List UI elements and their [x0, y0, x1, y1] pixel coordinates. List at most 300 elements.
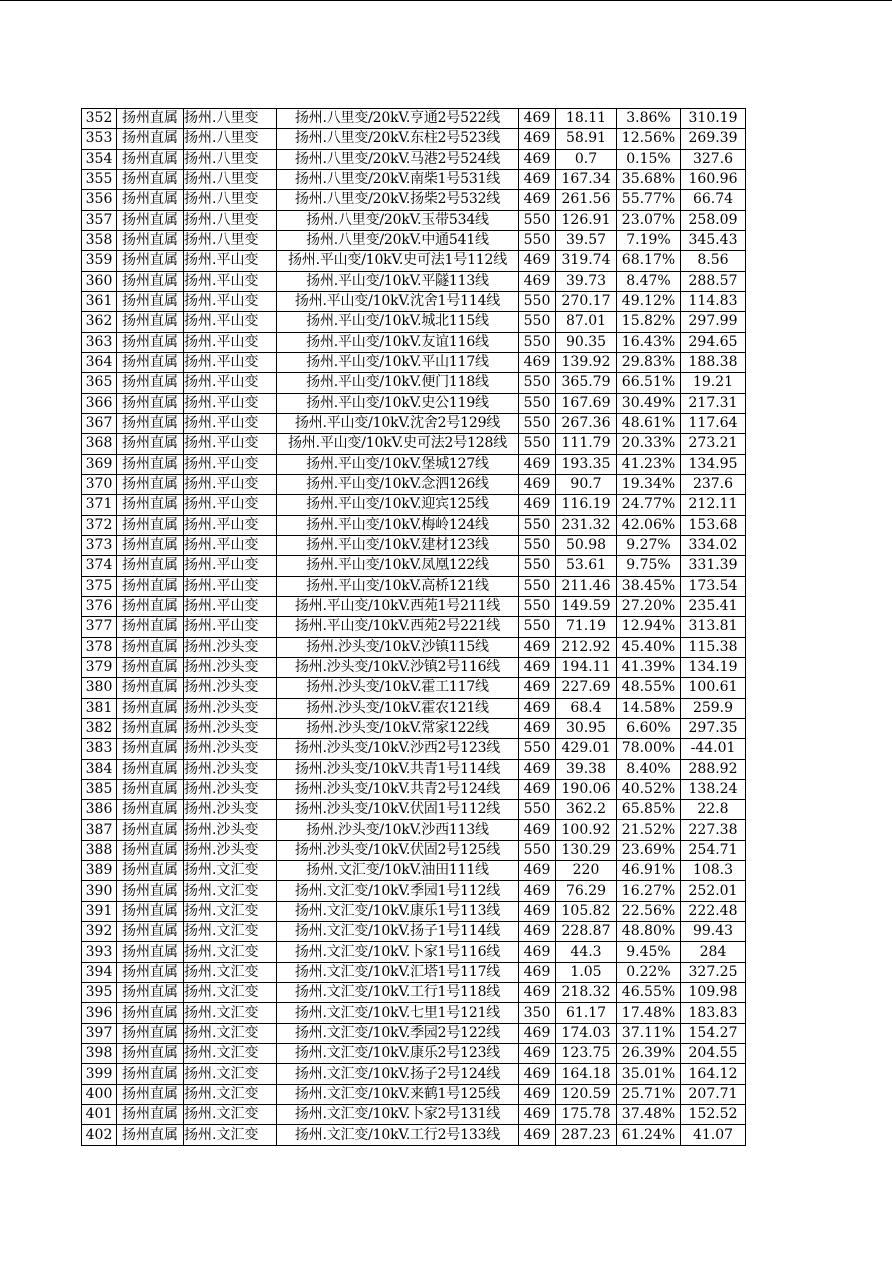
table-row: [82, 556, 746, 576]
load-rate-cell: 19.34%: [617, 474, 681, 494]
remaining-capacity-cell: 269.39: [681, 129, 746, 149]
table-row: [82, 495, 746, 515]
load-cell: 362.2: [556, 800, 617, 820]
load-rate-cell: 9.75%: [617, 556, 681, 576]
unit-cell: 扬州直属: [117, 373, 184, 393]
capacity-cell: 550: [519, 535, 556, 555]
unit-cell: 扬州直属: [117, 840, 184, 860]
substation-cell: 扬州.沙头变: [184, 718, 277, 738]
table-row: [82, 1105, 746, 1125]
feeder-line-cell: 扬州.文汇变/10kV.工行1号118线: [277, 983, 519, 1003]
row-index-cell: 359: [82, 251, 117, 271]
substation-cell: 扬州.文汇变: [184, 942, 277, 962]
unit-cell: 扬州直属: [117, 271, 184, 291]
load-rate-cell: 0.15%: [617, 149, 681, 169]
capacity-cell: 469: [519, 169, 556, 189]
table-row: [82, 678, 746, 698]
feeder-line-cell: 扬州.文汇变/10kV.季园1号112线: [277, 881, 519, 901]
substation-cell: 扬州.平山变: [184, 434, 277, 454]
feeder-line-cell: 扬州.平山变/10kV.友谊116线: [277, 332, 519, 352]
load-rate-cell: 23.07%: [617, 210, 681, 230]
load-rate-cell: 16.43%: [617, 332, 681, 352]
row-index-cell: 400: [82, 1084, 117, 1104]
capacity-cell: 550: [519, 576, 556, 596]
row-index-cell: 383: [82, 739, 117, 759]
row-index-cell: 391: [82, 901, 117, 921]
table-row: [82, 1003, 746, 1023]
row-index-cell: 355: [82, 169, 117, 189]
feeder-line-cell: 扬州.平山变/10kV.平山117线: [277, 352, 519, 372]
feeder-line-cell: 扬州.沙头变/10kV.伏固2号125线: [277, 840, 519, 860]
capacity-cell: 550: [519, 210, 556, 230]
feeder-line-cell: 扬州.平山变/10kV.迎宾125线: [277, 495, 519, 515]
unit-cell: 扬州直属: [117, 881, 184, 901]
substation-cell: 扬州.八里变: [184, 210, 277, 230]
load-cell: 211.46: [556, 576, 617, 596]
substation-cell: 扬州.平山变: [184, 556, 277, 576]
substation-cell: 扬州.平山变: [184, 413, 277, 433]
load-cell: 123.75: [556, 1044, 617, 1064]
load-cell: 39.38: [556, 759, 617, 779]
unit-cell: 扬州直属: [117, 291, 184, 311]
unit-cell: 扬州直属: [117, 1125, 184, 1145]
load-cell: 175.78: [556, 1105, 617, 1125]
row-index-cell: 366: [82, 393, 117, 413]
row-index-cell: 382: [82, 718, 117, 738]
capacity-cell: 550: [519, 373, 556, 393]
capacity-cell: 550: [519, 230, 556, 250]
load-rate-cell: 8.47%: [617, 271, 681, 291]
load-cell: 167.34: [556, 169, 617, 189]
remaining-capacity-cell: 288.57: [681, 271, 746, 291]
remaining-capacity-cell: 284: [681, 942, 746, 962]
unit-cell: 扬州直属: [117, 1044, 184, 1064]
capacity-cell: 550: [519, 332, 556, 352]
table-row: [82, 230, 746, 250]
capacity-cell: 469: [519, 759, 556, 779]
remaining-capacity-cell: 183.83: [681, 1003, 746, 1023]
table-row: [82, 983, 746, 1003]
load-rate-cell: 9.45%: [617, 942, 681, 962]
table-row: [82, 149, 746, 169]
unit-cell: 扬州直属: [117, 129, 184, 149]
load-cell: 30.95: [556, 718, 617, 738]
row-index-cell: 352: [82, 109, 117, 129]
load-cell: 116.19: [556, 495, 617, 515]
load-rate-cell: 29.83%: [617, 352, 681, 372]
load-rate-cell: 45.40%: [617, 637, 681, 657]
feeder-line-cell: 扬州.平山变/10kV.西苑2号221线: [277, 617, 519, 637]
unit-cell: 扬州直属: [117, 678, 184, 698]
unit-cell: 扬州直属: [117, 983, 184, 1003]
remaining-capacity-cell: 207.71: [681, 1084, 746, 1104]
load-cell: 61.17: [556, 1003, 617, 1023]
table-row: [82, 657, 746, 677]
load-cell: 287.23: [556, 1125, 617, 1145]
load-rate-cell: 48.80%: [617, 922, 681, 942]
load-cell: 105.82: [556, 901, 617, 921]
unit-cell: 扬州直属: [117, 454, 184, 474]
load-cell: 0.7: [556, 149, 617, 169]
substation-cell: 扬州.沙头变: [184, 820, 277, 840]
feeder-line-cell: 扬州.文汇变/10kV.扬子1号114线: [277, 922, 519, 942]
unit-cell: 扬州直属: [117, 596, 184, 616]
load-cell: 39.57: [556, 230, 617, 250]
capacity-cell: 469: [519, 779, 556, 799]
remaining-capacity-cell: 217.31: [681, 393, 746, 413]
remaining-capacity-cell: 327.25: [681, 962, 746, 982]
load-cell: 130.29: [556, 840, 617, 860]
load-rate-cell: 49.12%: [617, 291, 681, 311]
remaining-capacity-cell: 41.07: [681, 1125, 746, 1145]
capacity-cell: 550: [519, 515, 556, 535]
load-cell: 1.05: [556, 962, 617, 982]
substation-cell: 扬州.文汇变: [184, 1023, 277, 1043]
table-row: [82, 515, 746, 535]
load-cell: 90.35: [556, 332, 617, 352]
unit-cell: 扬州直属: [117, 800, 184, 820]
feeder-line-cell: 扬州.沙头变/10kV.沙西113线: [277, 820, 519, 840]
remaining-capacity-cell: 237.6: [681, 474, 746, 494]
remaining-capacity-cell: 294.65: [681, 332, 746, 352]
feeder-line-cell: 扬州.平山变/10kV.史可法1号112线: [277, 251, 519, 271]
feeder-line-cell: 扬州.八里变/20kV.亨通2号522线: [277, 109, 519, 129]
feeder-line-cell: 扬州.平山变/10kV.念泗126线: [277, 474, 519, 494]
table-row: [82, 434, 746, 454]
table-row: [82, 901, 746, 921]
load-rate-cell: 68.17%: [617, 251, 681, 271]
unit-cell: 扬州直属: [117, 576, 184, 596]
feeder-load-table: [81, 108, 746, 1146]
unit-cell: 扬州直属: [117, 434, 184, 454]
top-rule: [0, 0, 892, 1]
substation-cell: 扬州.平山变: [184, 474, 277, 494]
unit-cell: 扬州直属: [117, 474, 184, 494]
feeder-line-cell: 扬州.平山变/10kV.沈舍1号114线: [277, 291, 519, 311]
row-index-cell: 373: [82, 535, 117, 555]
load-cell: 193.35: [556, 454, 617, 474]
load-rate-cell: 35.01%: [617, 1064, 681, 1084]
substation-cell: 扬州.文汇变: [184, 962, 277, 982]
load-rate-cell: 9.27%: [617, 535, 681, 555]
remaining-capacity-cell: 331.39: [681, 556, 746, 576]
feeder-line-cell: 扬州.八里变/20kV.东柱2号523线: [277, 129, 519, 149]
table-row: [82, 129, 746, 149]
capacity-cell: 469: [519, 454, 556, 474]
load-cell: 220: [556, 861, 617, 881]
feeder-line-cell: 扬州.八里变/20kV.玉带534线: [277, 210, 519, 230]
table-row: [82, 1125, 746, 1145]
load-rate-cell: 27.20%: [617, 596, 681, 616]
feeder-line-cell: 扬州.平山变/10kV.西苑1号211线: [277, 596, 519, 616]
feeder-line-cell: 扬州.沙头变/10kV.霍工117线: [277, 678, 519, 698]
row-index-cell: 364: [82, 352, 117, 372]
feeder-line-cell: 扬州.文汇变/10kV.油田111线: [277, 861, 519, 881]
capacity-cell: 469: [519, 881, 556, 901]
remaining-capacity-cell: 117.64: [681, 413, 746, 433]
table-row: [82, 942, 746, 962]
remaining-capacity-cell: 297.35: [681, 718, 746, 738]
remaining-capacity-cell: 134.19: [681, 657, 746, 677]
feeder-line-cell: 扬州.平山变/10kV.城北115线: [277, 312, 519, 332]
load-cell: 227.69: [556, 678, 617, 698]
row-index-cell: 357: [82, 210, 117, 230]
load-rate-cell: 66.51%: [617, 373, 681, 393]
feeder-line-cell: 扬州.沙头变/10kV.伏固1号112线: [277, 800, 519, 820]
capacity-cell: 550: [519, 739, 556, 759]
remaining-capacity-cell: 273.21: [681, 434, 746, 454]
substation-cell: 扬州.沙头变: [184, 759, 277, 779]
load-cell: 39.73: [556, 271, 617, 291]
feeder-line-cell: 扬州.平山变/10kV.高桥121线: [277, 576, 519, 596]
capacity-cell: 469: [519, 474, 556, 494]
unit-cell: 扬州直属: [117, 779, 184, 799]
unit-cell: 扬州直属: [117, 942, 184, 962]
table-row: [82, 312, 746, 332]
unit-cell: 扬州直属: [117, 901, 184, 921]
load-cell: 68.4: [556, 698, 617, 718]
load-cell: 231.32: [556, 515, 617, 535]
load-cell: 120.59: [556, 1084, 617, 1104]
feeder-line-cell: 扬州.沙头变/10kV.常家122线: [277, 718, 519, 738]
substation-cell: 扬州.平山变: [184, 271, 277, 291]
row-index-cell: 393: [82, 942, 117, 962]
load-cell: 270.17: [556, 291, 617, 311]
feeder-line-cell: 扬州.平山变/10kV.堡城127线: [277, 454, 519, 474]
substation-cell: 扬州.沙头变: [184, 657, 277, 677]
feeder-line-cell: 扬州.平山变/10kV.建材123线: [277, 535, 519, 555]
load-cell: 53.61: [556, 556, 617, 576]
substation-cell: 扬州.平山变: [184, 332, 277, 352]
unit-cell: 扬州直属: [117, 230, 184, 250]
load-cell: 228.87: [556, 922, 617, 942]
load-rate-cell: 48.61%: [617, 413, 681, 433]
substation-cell: 扬州.文汇变: [184, 983, 277, 1003]
substation-cell: 扬州.八里变: [184, 230, 277, 250]
load-rate-cell: 22.56%: [617, 901, 681, 921]
capacity-cell: 469: [519, 718, 556, 738]
unit-cell: 扬州直属: [117, 922, 184, 942]
load-cell: 267.36: [556, 413, 617, 433]
row-index-cell: 394: [82, 962, 117, 982]
substation-cell: 扬州.平山变: [184, 596, 277, 616]
row-index-cell: 385: [82, 779, 117, 799]
substation-cell: 扬州.沙头变: [184, 678, 277, 698]
load-cell: 365.79: [556, 373, 617, 393]
row-index-cell: 353: [82, 129, 117, 149]
substation-cell: 扬州.平山变: [184, 535, 277, 555]
table-row: [82, 454, 746, 474]
load-rate-cell: 41.23%: [617, 454, 681, 474]
remaining-capacity-cell: 99.43: [681, 922, 746, 942]
table-row: [82, 617, 746, 637]
feeder-line-cell: 扬州.八里变/20kV.扬柴2号532线: [277, 190, 519, 210]
row-index-cell: 376: [82, 596, 117, 616]
remaining-capacity-cell: 100.61: [681, 678, 746, 698]
unit-cell: 扬州直属: [117, 393, 184, 413]
unit-cell: 扬州直属: [117, 535, 184, 555]
row-index-cell: 399: [82, 1064, 117, 1084]
load-rate-cell: 37.11%: [617, 1023, 681, 1043]
load-rate-cell: 38.45%: [617, 576, 681, 596]
row-index-cell: 369: [82, 454, 117, 474]
feeder-line-cell: 扬州.文汇变/10kV.康乐1号113线: [277, 901, 519, 921]
load-rate-cell: 16.27%: [617, 881, 681, 901]
remaining-capacity-cell: 138.24: [681, 779, 746, 799]
load-cell: 174.03: [556, 1023, 617, 1043]
substation-cell: 扬州.沙头变: [184, 698, 277, 718]
remaining-capacity-cell: 297.99: [681, 312, 746, 332]
capacity-cell: 469: [519, 109, 556, 129]
feeder-line-cell: 扬州.沙头变/10kV.沙镇115线: [277, 637, 519, 657]
remaining-capacity-cell: 313.81: [681, 617, 746, 637]
capacity-cell: 469: [519, 1064, 556, 1084]
table-row: [82, 596, 746, 616]
unit-cell: 扬州直属: [117, 352, 184, 372]
substation-cell: 扬州.平山变: [184, 291, 277, 311]
load-cell: 111.79: [556, 434, 617, 454]
capacity-cell: 550: [519, 556, 556, 576]
table-row: [82, 413, 746, 433]
capacity-cell: 469: [519, 942, 556, 962]
row-index-cell: 354: [82, 149, 117, 169]
remaining-capacity-cell: 22.8: [681, 800, 746, 820]
load-cell: 50.98: [556, 535, 617, 555]
row-index-cell: 363: [82, 332, 117, 352]
table-row: [82, 820, 746, 840]
capacity-cell: 469: [519, 1023, 556, 1043]
capacity-cell: 469: [519, 271, 556, 291]
row-index-cell: 372: [82, 515, 117, 535]
unit-cell: 扬州直属: [117, 556, 184, 576]
substation-cell: 扬州.文汇变: [184, 1003, 277, 1023]
remaining-capacity-cell: 153.68: [681, 515, 746, 535]
remaining-capacity-cell: 134.95: [681, 454, 746, 474]
capacity-cell: 550: [519, 434, 556, 454]
unit-cell: 扬州直属: [117, 861, 184, 881]
unit-cell: 扬州直属: [117, 149, 184, 169]
remaining-capacity-cell: 212.11: [681, 495, 746, 515]
table-row: [82, 169, 746, 189]
row-index-cell: 384: [82, 759, 117, 779]
remaining-capacity-cell: 222.48: [681, 901, 746, 921]
feeder-line-cell: 扬州.沙头变/10kV.霍农121线: [277, 698, 519, 718]
capacity-cell: 469: [519, 352, 556, 372]
remaining-capacity-cell: -44.01: [681, 739, 746, 759]
remaining-capacity-cell: 152.52: [681, 1105, 746, 1125]
load-cell: 167.69: [556, 393, 617, 413]
capacity-cell: 550: [519, 312, 556, 332]
capacity-cell: 550: [519, 800, 556, 820]
load-rate-cell: 14.58%: [617, 698, 681, 718]
table-row: [82, 373, 746, 393]
substation-cell: 扬州.沙头变: [184, 739, 277, 759]
load-rate-cell: 24.77%: [617, 495, 681, 515]
table-row: [82, 922, 746, 942]
substation-cell: 扬州.文汇变: [184, 1105, 277, 1125]
unit-cell: 扬州直属: [117, 312, 184, 332]
remaining-capacity-cell: 154.27: [681, 1023, 746, 1043]
substation-cell: 扬州.文汇变: [184, 922, 277, 942]
unit-cell: 扬州直属: [117, 1105, 184, 1125]
feeder-line-cell: 扬州.平山变/10kV.沈舍2号129线: [277, 413, 519, 433]
capacity-cell: 550: [519, 393, 556, 413]
table-row: [82, 190, 746, 210]
load-rate-cell: 25.71%: [617, 1084, 681, 1104]
load-cell: 44.3: [556, 942, 617, 962]
feeder-line-cell: 扬州.平山变/10kV.梅岭124线: [277, 515, 519, 535]
substation-cell: 扬州.沙头变: [184, 779, 277, 799]
load-cell: 319.74: [556, 251, 617, 271]
load-rate-cell: 40.52%: [617, 779, 681, 799]
row-index-cell: 377: [82, 617, 117, 637]
remaining-capacity-cell: 19.21: [681, 373, 746, 393]
load-rate-cell: 8.40%: [617, 759, 681, 779]
substation-cell: 扬州.八里变: [184, 169, 277, 189]
load-rate-cell: 26.39%: [617, 1044, 681, 1064]
substation-cell: 扬州.平山变: [184, 373, 277, 393]
substation-cell: 扬州.沙头变: [184, 840, 277, 860]
remaining-capacity-cell: 109.98: [681, 983, 746, 1003]
remaining-capacity-cell: 227.38: [681, 820, 746, 840]
feeder-line-cell: 扬州.沙头变/10kV.沙西2号123线: [277, 739, 519, 759]
capacity-cell: 469: [519, 698, 556, 718]
remaining-capacity-cell: 334.02: [681, 535, 746, 555]
load-cell: 194.11: [556, 657, 617, 677]
table-row: [82, 962, 746, 982]
row-index-cell: 388: [82, 840, 117, 860]
remaining-capacity-cell: 235.41: [681, 596, 746, 616]
unit-cell: 扬州直属: [117, 1064, 184, 1084]
substation-cell: 扬州.平山变: [184, 515, 277, 535]
row-index-cell: 371: [82, 495, 117, 515]
feeder-line-cell: 扬州.沙头变/10kV.共青2号124线: [277, 779, 519, 799]
load-cell: 76.29: [556, 881, 617, 901]
capacity-cell: 550: [519, 840, 556, 860]
row-index-cell: 375: [82, 576, 117, 596]
unit-cell: 扬州直属: [117, 698, 184, 718]
capacity-cell: 550: [519, 596, 556, 616]
feeder-line-cell: 扬州.文汇变/10kV.季园2号122线: [277, 1023, 519, 1043]
capacity-cell: 469: [519, 149, 556, 169]
load-cell: 212.92: [556, 637, 617, 657]
feeder-line-cell: 扬州.平山变/10kV.平隧113线: [277, 271, 519, 291]
capacity-cell: 469: [519, 901, 556, 921]
substation-cell: 扬州.文汇变: [184, 1064, 277, 1084]
unit-cell: 扬州直属: [117, 739, 184, 759]
remaining-capacity-cell: 204.55: [681, 1044, 746, 1064]
capacity-cell: 469: [519, 1125, 556, 1145]
table-row: [82, 393, 746, 413]
remaining-capacity-cell: 252.01: [681, 881, 746, 901]
table-row: [82, 1064, 746, 1084]
load-cell: 218.32: [556, 983, 617, 1003]
capacity-cell: 469: [519, 190, 556, 210]
table-row: [82, 1023, 746, 1043]
substation-cell: 扬州.平山变: [184, 617, 277, 637]
remaining-capacity-cell: 254.71: [681, 840, 746, 860]
row-index-cell: 401: [82, 1105, 117, 1125]
remaining-capacity-cell: 188.38: [681, 352, 746, 372]
load-cell: 149.59: [556, 596, 617, 616]
table-row: [82, 637, 746, 657]
load-cell: 190.06: [556, 779, 617, 799]
table-row: [82, 739, 746, 759]
load-rate-cell: 78.00%: [617, 739, 681, 759]
row-index-cell: 402: [82, 1125, 117, 1145]
capacity-cell: 469: [519, 678, 556, 698]
substation-cell: 扬州.文汇变: [184, 881, 277, 901]
